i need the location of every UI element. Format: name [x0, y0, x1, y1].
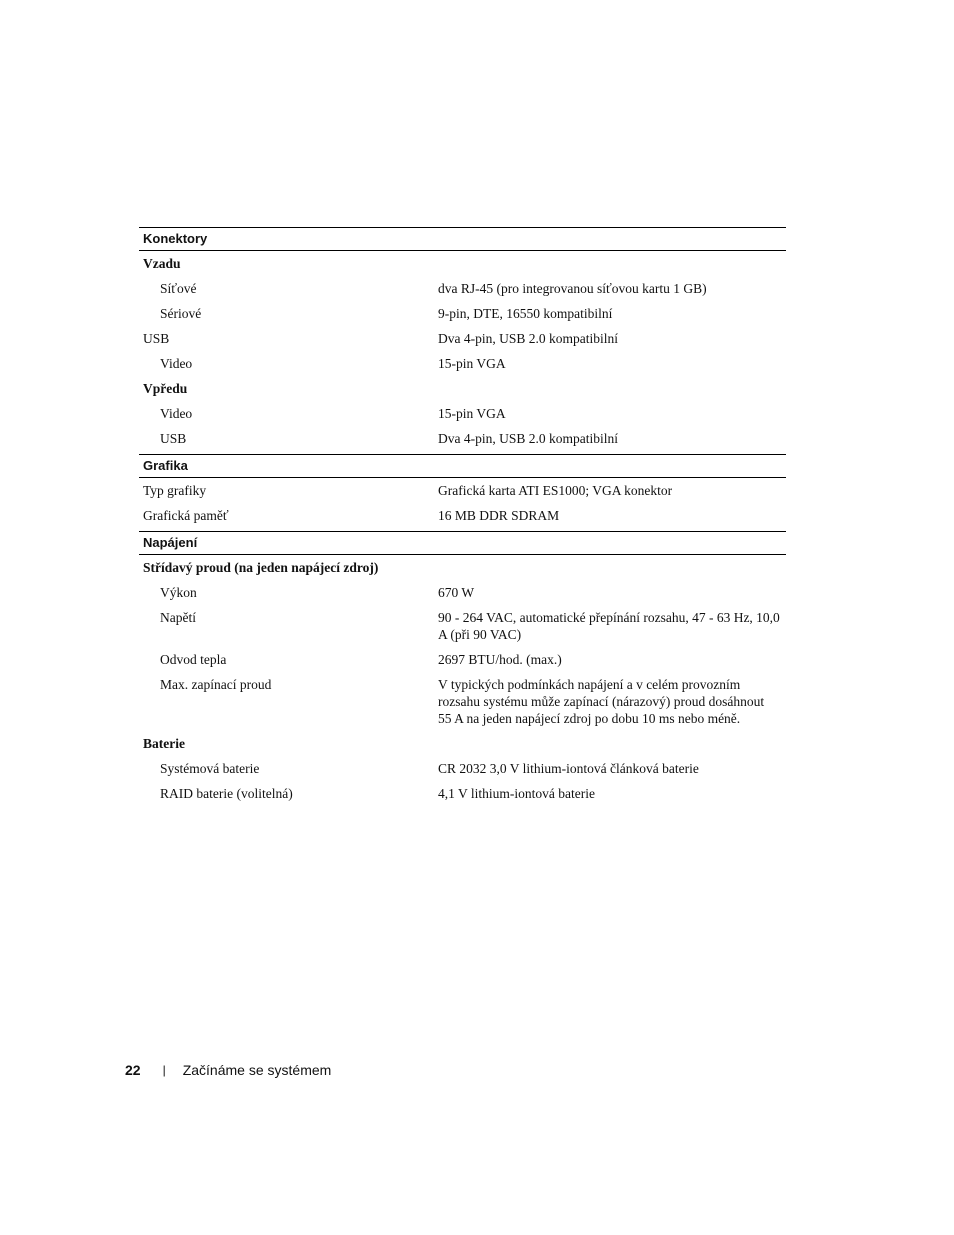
section-heading: Grafika	[139, 454, 786, 478]
spec-value: Grafická karta ATI ES1000; VGA konektor	[438, 483, 673, 498]
spec-row	[139, 426, 786, 451]
page-number: 22	[125, 1062, 141, 1078]
footer-separator: |	[162, 1063, 166, 1077]
spec-value: 16 MB DDR SDRAM	[438, 508, 560, 523]
spec-row	[139, 647, 786, 672]
spec-label: Síťové	[160, 281, 197, 296]
spec-value: 4,1 V lithium-iontová baterie	[438, 786, 595, 801]
spec-row	[139, 756, 786, 781]
spec-label: Odvod tepla	[160, 652, 227, 667]
spec-value: Dva 4-pin, USB 2.0 kompatibilní	[438, 431, 618, 446]
spec-row	[139, 580, 786, 605]
spec-value: 2697 BTU/hod. (max.)	[438, 652, 562, 667]
spec-value: 90 - 264 VAC, automatické přepínání rozsahu, 47 - 63 Hz, 10,0 A (při 90 VAC)	[438, 610, 780, 642]
spec-row	[139, 351, 786, 376]
spec-value: 9-pin, DTE, 16550 kompatibilní	[438, 306, 613, 321]
spec-value: V typických podmínkách napájení a v celém provozním rozsahu systému může zapínací (nárazový) proud dosáhnout 55 A na jeden napájecí zdroj po dobu 10 ms nebo méně.	[438, 677, 765, 726]
chapter-title: Začínáme se systémem	[182, 1062, 332, 1078]
spec-label: Výkon	[160, 585, 197, 600]
spec-row	[139, 301, 786, 326]
spec-value: dva RJ-45 (pro integrovanou síťovou kartu 1 GB)	[438, 281, 707, 296]
spec-row	[139, 326, 786, 351]
subsection-heading: Vpředu	[143, 381, 188, 396]
spec-label: USB	[160, 431, 187, 446]
spec-label: Video	[160, 406, 193, 421]
subsection-heading: Vzadu	[143, 256, 181, 271]
page-footer	[125, 1061, 331, 1079]
spec-row	[139, 276, 786, 301]
spec-label: RAID baterie (volitelná)	[160, 786, 293, 801]
spec-row	[139, 401, 786, 426]
spec-label: Max. zapínací proud	[160, 677, 272, 692]
specifications-table	[139, 227, 786, 806]
spec-sections	[139, 227, 786, 806]
section-heading: Napájení	[139, 531, 786, 555]
spec-value: 15-pin VGA	[438, 356, 506, 371]
section-heading: Konektory	[139, 227, 786, 251]
spec-value: Dva 4-pin, USB 2.0 kompatibilní	[438, 331, 618, 346]
spec-label: Typ grafiky	[143, 483, 207, 498]
spec-row	[139, 478, 786, 503]
spec-value: CR 2032 3,0 V lithium-iontová článková baterie	[438, 761, 699, 776]
spec-label: Grafická paměť	[143, 508, 229, 523]
spec-value: 670 W	[438, 585, 475, 600]
subsection-heading: Střídavý proud (na jeden napájecí zdroj)	[143, 560, 379, 575]
subsection-heading: Baterie	[143, 736, 185, 751]
spec-label: Napětí	[160, 610, 196, 625]
spec-label: Systémová baterie	[160, 761, 260, 776]
spec-label: USB	[143, 331, 170, 346]
spec-label: Sériové	[160, 306, 202, 321]
spec-row	[139, 672, 786, 731]
spec-row	[139, 605, 786, 647]
spec-label: Video	[160, 356, 193, 371]
spec-row	[139, 503, 786, 528]
spec-row	[139, 781, 786, 806]
spec-value: 15-pin VGA	[438, 406, 506, 421]
